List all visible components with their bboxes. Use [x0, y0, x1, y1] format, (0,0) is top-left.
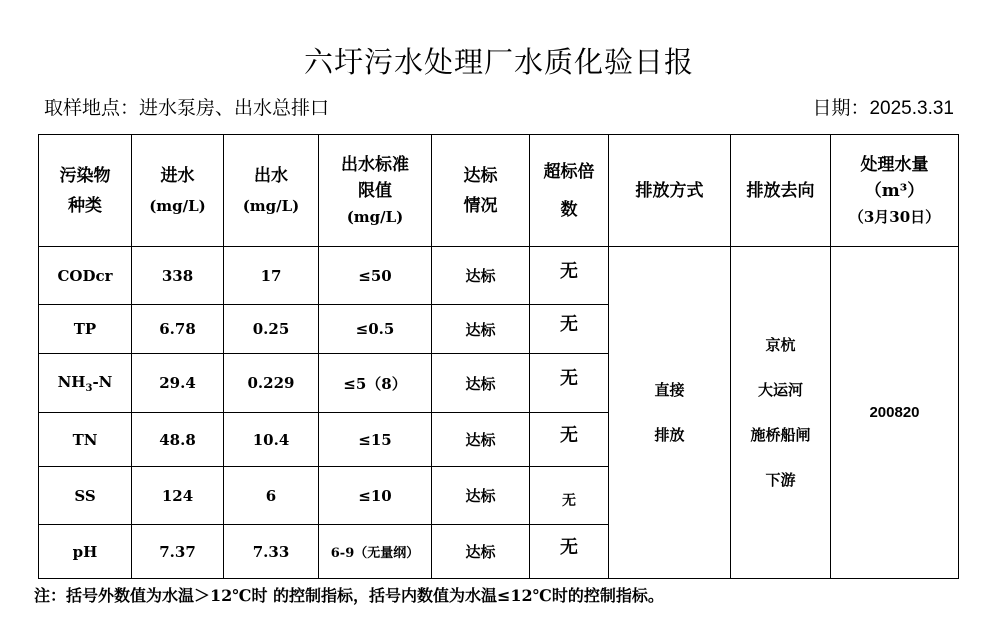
- cell-compliance: 达标: [432, 305, 530, 354]
- footnote: 注：括号外数值为水温＞12℃时 的控制指标，括号内数值为水温≤12℃时的控制指标。: [34, 586, 664, 605]
- header-compliance: [432, 135, 530, 247]
- cell-compliance: 达标: [432, 413, 530, 467]
- table-row: [39, 247, 959, 305]
- cell-pollutant: SS: [39, 467, 132, 525]
- header-outflow: [224, 135, 319, 247]
- header-volume-line1: 处理水量: [860, 154, 929, 175]
- header-pollutant-line1: 污染物: [59, 165, 111, 186]
- pollutant-tail: -N: [92, 372, 113, 391]
- cell-exceed: [530, 525, 609, 579]
- header-exceed-line1: 超标倍: [543, 161, 595, 182]
- header-inflow: [132, 135, 224, 247]
- discharge-dest-line4: 下游: [765, 470, 796, 489]
- cell-pollutant: [39, 354, 132, 413]
- cell-volume: 200820: [831, 247, 959, 579]
- discharge-method-line1: 直接: [654, 380, 685, 399]
- header-standard-unit: (mg/L): [346, 207, 404, 226]
- exceed-value: 无: [560, 424, 578, 446]
- header-exceed: [530, 135, 609, 247]
- cell-compliance: 达标: [432, 247, 530, 305]
- cell-exceed: [530, 467, 609, 525]
- exceed-value: 无: [562, 492, 576, 509]
- cell-compliance: 达标: [432, 467, 530, 525]
- cell-outflow: 0.229: [224, 354, 319, 413]
- sampling-location: 取样地点：进水泵房、出水总排口: [44, 97, 330, 119]
- cell-exceed: [530, 413, 609, 467]
- cell-outflow: 17: [224, 247, 319, 305]
- header-exceed-line2: 数: [560, 199, 578, 220]
- cell-inflow: 48.8: [132, 413, 224, 467]
- cell-discharge-method: [609, 247, 731, 579]
- header-compliance-line2: 情况: [463, 195, 498, 216]
- cell-standard: ≤50: [319, 247, 432, 305]
- exceed-value: 无: [560, 260, 578, 282]
- header-discharge-method: 排放方式: [609, 135, 731, 247]
- date-value: 2025.3.31: [869, 98, 954, 119]
- exceed-value: 无: [560, 314, 578, 335]
- header-inflow-line1: 进水: [160, 165, 195, 186]
- header-row: [39, 135, 959, 247]
- pollutant-main: NH: [57, 372, 86, 391]
- header-standard-line1: 出水标准: [341, 154, 409, 175]
- header-volume-date: （3月30日）: [848, 207, 941, 226]
- cell-pollutant: pH: [39, 525, 132, 579]
- exceed-value: 无: [560, 368, 578, 389]
- header-compliance-line1: 达标: [463, 165, 498, 186]
- report-date: [812, 93, 954, 120]
- header-volume-unit: （m³）: [864, 180, 925, 201]
- cell-outflow: 6: [224, 467, 319, 525]
- cell-pollutant: CODcr: [39, 247, 132, 305]
- header-outflow-unit: (mg/L): [242, 196, 300, 215]
- discharge-method-line2: 排放: [654, 425, 685, 444]
- cell-standard: ≤10: [319, 467, 432, 525]
- cell-exceed: [530, 305, 609, 354]
- header-outflow-line1: 出水: [254, 165, 288, 186]
- cell-standard: ≤5（8）: [319, 354, 432, 413]
- cell-standard: ≤15: [319, 413, 432, 467]
- cell-inflow: 6.78: [132, 305, 224, 354]
- cell-inflow: 338: [132, 247, 224, 305]
- header-pollutant: [39, 135, 132, 247]
- cell-pollutant: TN: [39, 413, 132, 467]
- cell-inflow: 7.37: [132, 525, 224, 579]
- cell-discharge-dest: [731, 247, 831, 579]
- header-standard-line2: 限值: [358, 180, 392, 201]
- header-volume: [831, 135, 959, 247]
- cell-standard: ≤0.5: [319, 305, 432, 354]
- discharge-dest-line3: 施桥船闸: [750, 425, 811, 444]
- cell-exceed: [530, 354, 609, 413]
- cell-inflow: 29.4: [132, 354, 224, 413]
- header-standard: [319, 135, 432, 247]
- cell-outflow: 0.25: [224, 305, 319, 354]
- header-discharge-dest: 排放去向: [731, 135, 831, 247]
- cell-inflow: 124: [132, 467, 224, 525]
- cell-compliance: 达标: [432, 354, 530, 413]
- cell-pollutant: TP: [39, 305, 132, 354]
- header-pollutant-line2: 种类: [68, 195, 102, 216]
- pollutant-subscript: 3: [85, 382, 93, 394]
- report-title: 六圩污水处理厂水质化验日报: [303, 45, 694, 79]
- water-quality-table: [38, 134, 959, 579]
- cell-standard: 6-9（无量纲）: [319, 525, 432, 579]
- cell-outflow: 10.4: [224, 413, 319, 467]
- discharge-dest-line2: 大运河: [757, 380, 803, 399]
- date-label: 日期：: [812, 97, 870, 119]
- header-inflow-unit: (mg/L): [149, 196, 206, 215]
- discharge-dest-line1: 京杭: [765, 335, 796, 354]
- exceed-value: 无: [560, 536, 578, 558]
- cell-compliance: 达标: [432, 525, 530, 579]
- cell-exceed: [530, 247, 609, 305]
- cell-outflow: 7.33: [224, 525, 319, 579]
